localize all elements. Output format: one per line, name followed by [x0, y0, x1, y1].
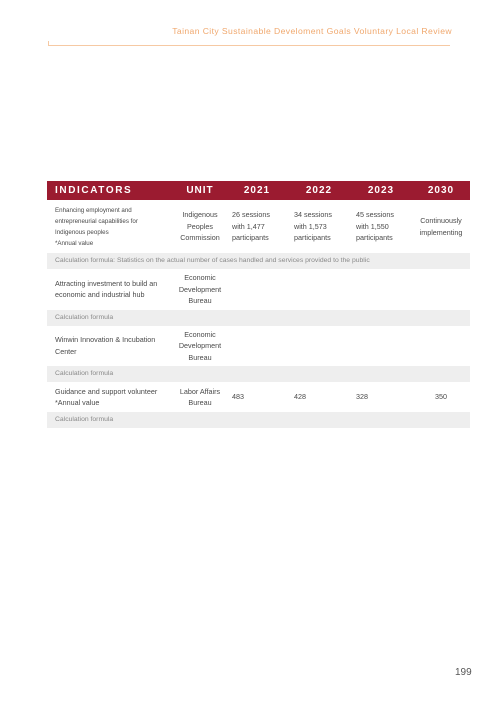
unit-cell: Indigenous Peoples Commission: [180, 210, 220, 243]
formula-text: Calculation formula: Statistics on the actual number of cases handled and services provided to the public: [47, 253, 470, 269]
value-2030-cell: [412, 269, 470, 310]
indicator-cell: Attracting investment to build an economic and industrial hub: [55, 278, 158, 300]
formula-row: [47, 412, 470, 428]
page-number: 199: [455, 667, 472, 678]
value-2022-cell: [288, 269, 350, 310]
value-2021-cell: [226, 326, 288, 367]
table-row: [47, 200, 470, 253]
table-row: [47, 382, 470, 412]
value-2022-cell: [288, 326, 350, 367]
header-2022: 2022: [288, 181, 350, 200]
table-row: [47, 326, 470, 367]
unit-cell: Labor Affairs Bureau: [179, 386, 221, 407]
value-2023-cell: 328: [356, 392, 368, 402]
formula-text: Calculation formula: [47, 310, 470, 326]
header-2023: 2023: [350, 181, 412, 200]
value-2030-cell: [412, 326, 470, 367]
formula-text: Calculation formula: [47, 366, 470, 382]
header-2021: 2021: [226, 181, 288, 200]
value-2023-cell: [350, 269, 412, 310]
header-indicators: INDICATORS: [47, 181, 174, 200]
header-rule: [48, 45, 450, 46]
indicator-cell: Enhancing employment and entrepreneurial capabilities for Indigenous peoples *Annual value: [55, 206, 138, 247]
value-2023-cell: 45 sessions with 1,550 participants: [356, 210, 394, 243]
value-2021-cell: 483: [232, 392, 244, 402]
formula-row: [47, 253, 470, 269]
formula-text: Calculation formula: [47, 412, 470, 428]
value-2023-cell: [350, 326, 412, 367]
indicators-table: [47, 181, 470, 428]
value-2022-cell: 34 sessions with 1,573 participants: [294, 210, 332, 243]
formula-row: [47, 366, 470, 382]
unit-cell: Economic Development Bureau: [178, 329, 222, 362]
value-2022-cell: 428: [294, 392, 306, 402]
value-2030-cell: 350: [435, 392, 447, 402]
unit-cell: Economic Development Bureau: [178, 273, 222, 305]
value-2021-cell: 26 sessions with 1,477 participants: [232, 210, 270, 243]
running-header-title: Tainan City Sustainable Develoment Goals Voluntary Local Review: [172, 26, 452, 36]
value-2030-cell: Continuously implementing: [419, 216, 463, 237]
header-unit: UNIT: [174, 181, 226, 200]
indicator-cell: Winwin Innovation & Incubation Center: [55, 335, 156, 356]
header-2030: 2030: [412, 181, 470, 200]
value-2021-cell: [226, 269, 288, 310]
table-header-row: [47, 181, 470, 200]
table-row: [47, 269, 470, 310]
formula-row: [47, 310, 470, 326]
indicator-cell: Guidance and support volunteer *Annual value: [55, 386, 158, 407]
